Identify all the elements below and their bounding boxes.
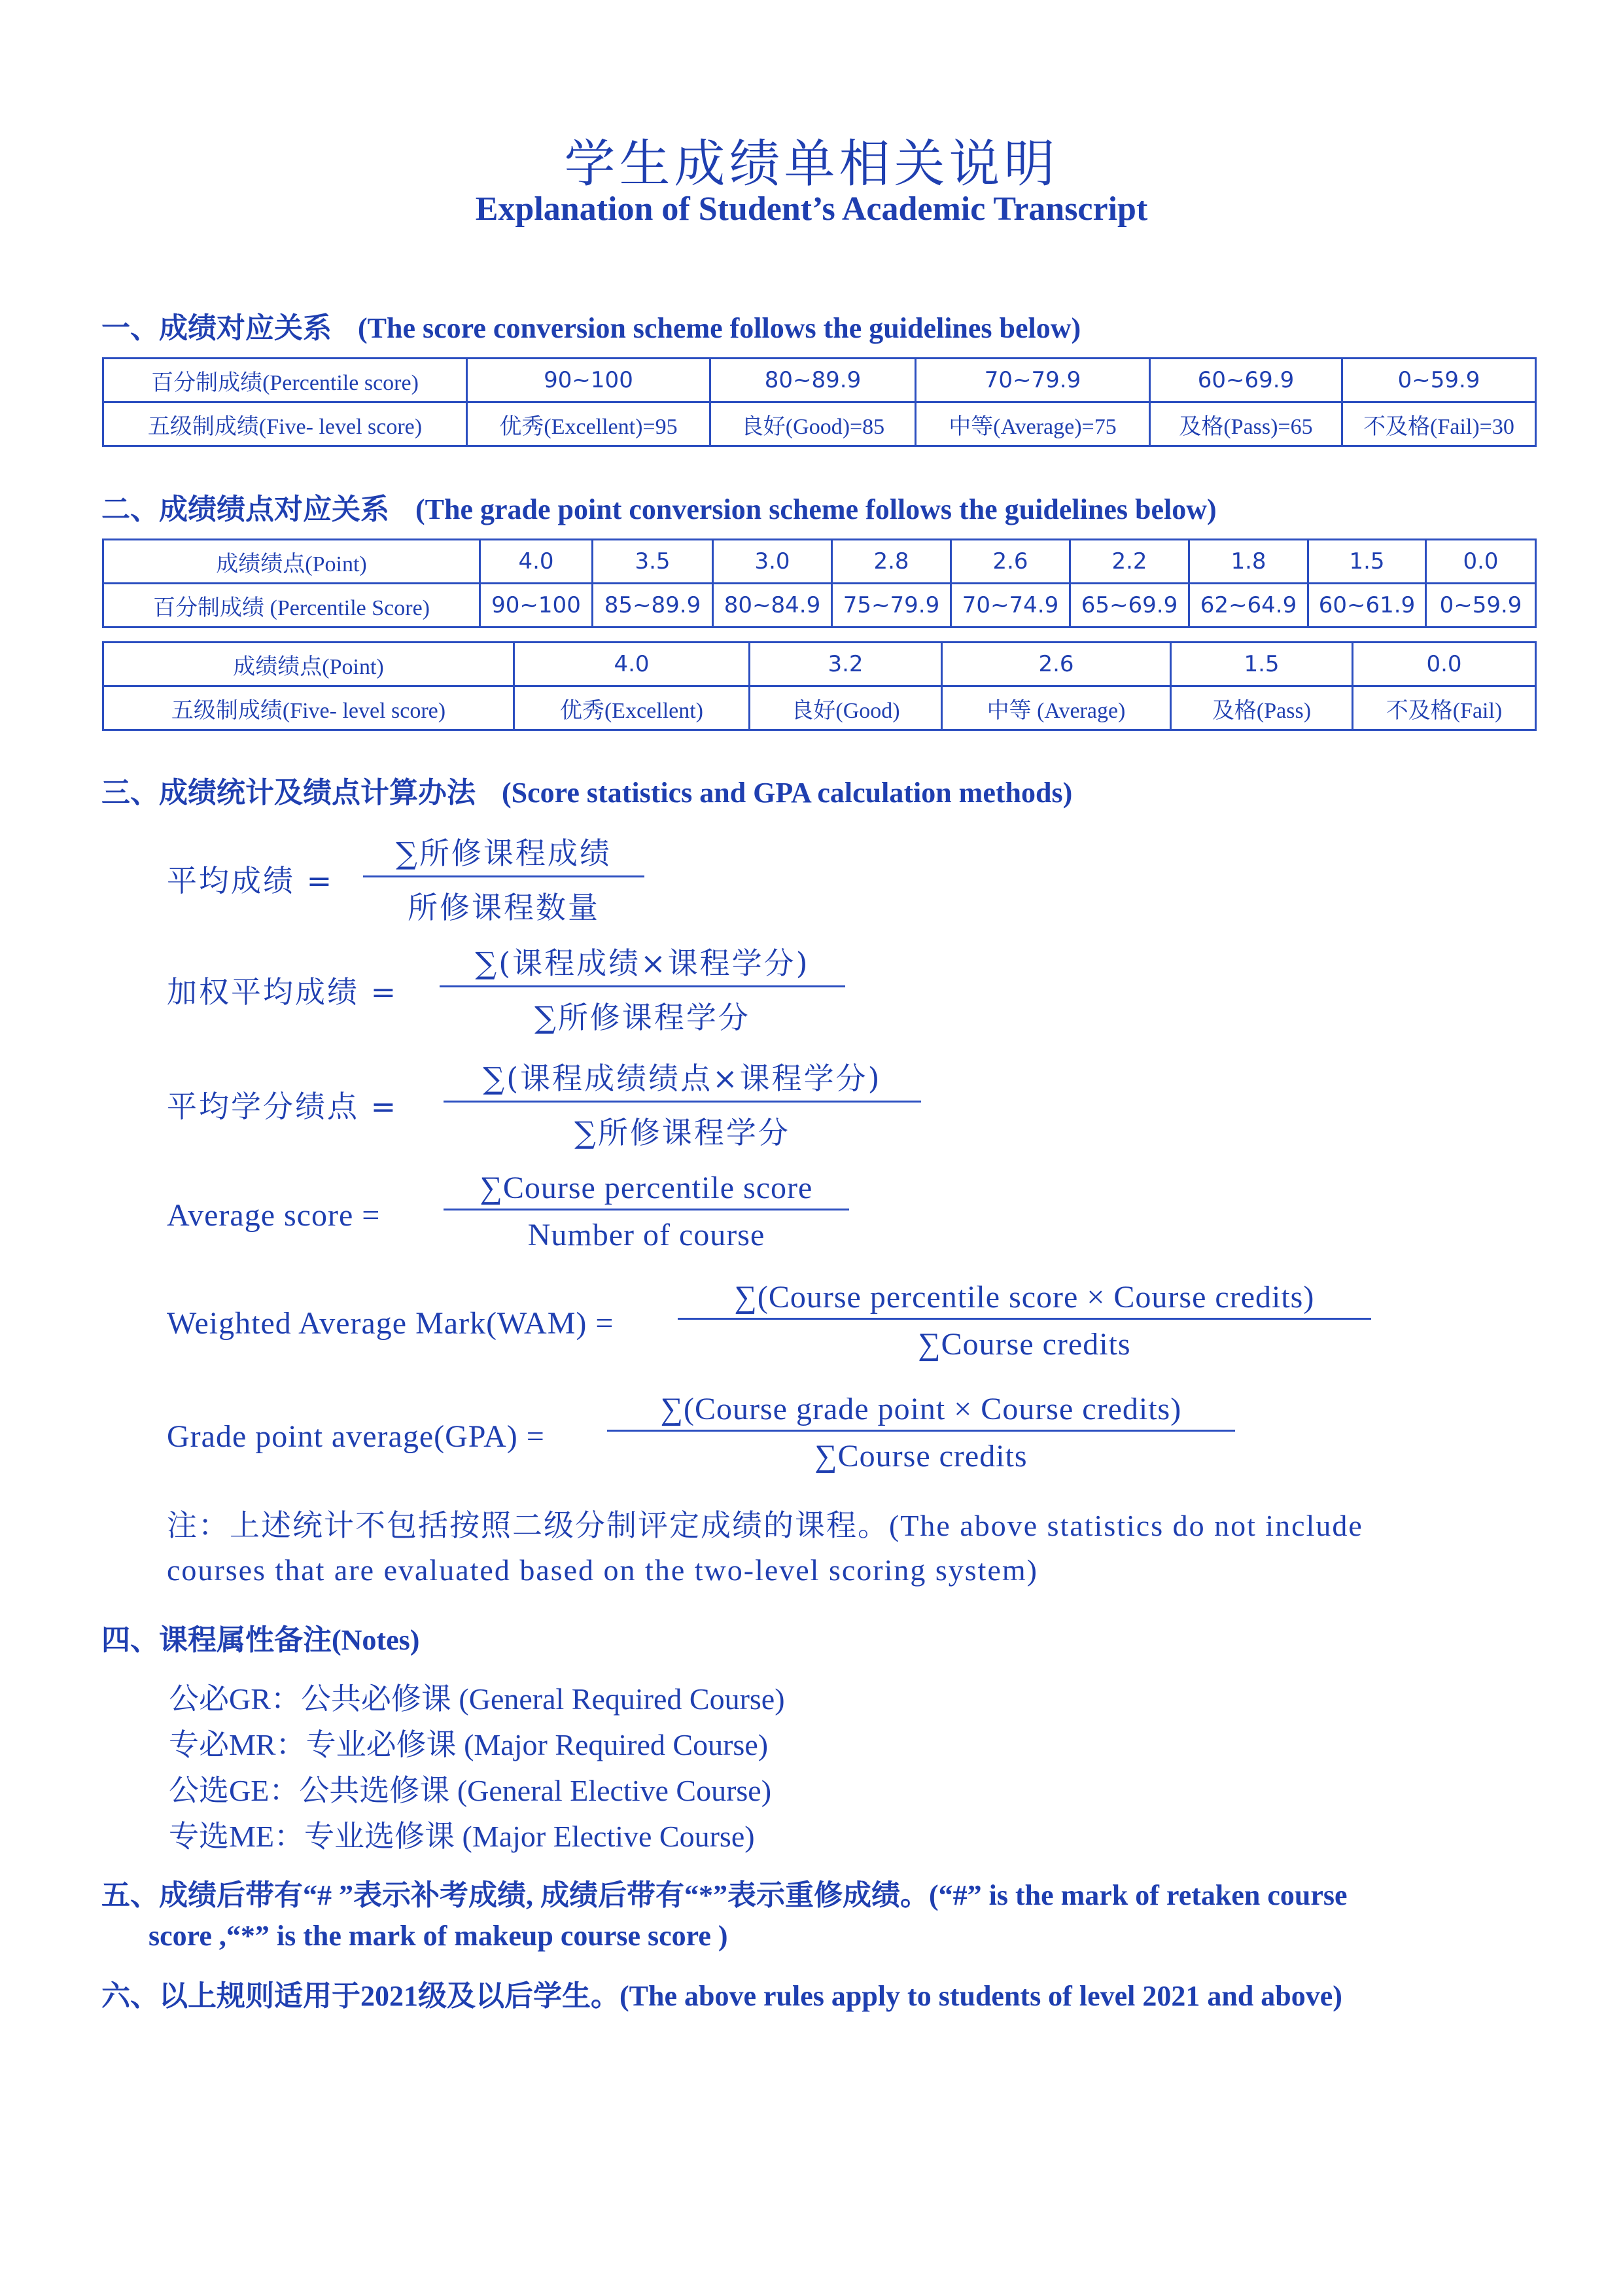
score-conversion-table: [102, 357, 1537, 447]
statistics-note-line: 注：上述统计不包括按照二级分制评定成绩的课程。(The above statistics do not include: [167, 1509, 1363, 1542]
table-cell: 75~79.9: [832, 584, 951, 627]
table-cell: 60~69.9: [1150, 359, 1342, 402]
formula-denominator: ∑Course credits: [918, 1327, 1131, 1362]
table-cell: 3.0: [713, 540, 832, 584]
formula-average-score-en-label: Average score =: [167, 1198, 381, 1233]
formula-numerator: ∑(课程成绩×课程学分): [440, 940, 845, 987]
section-6-text: 六、以上规则适用于2021级及以后学生。(The above rules apply to students of level 2021 and above): [101, 1980, 1342, 2012]
table-cell: 百分制成绩 (Percentile Score): [103, 584, 480, 627]
formula-weighted-average-cn-label: 加权平均成绩 =: [167, 974, 398, 1010]
table-cell: 百分制成绩(Percentile score): [103, 359, 467, 402]
formula-numerator: ∑所修课程成绩: [363, 830, 644, 877]
table-cell: 62~64.9: [1189, 584, 1308, 627]
formula-denominator: 所修课程数量: [408, 890, 600, 925]
formula-wam-en: [678, 1279, 1371, 1362]
table-cell: 1.5: [1308, 540, 1426, 584]
grade-point-percentile-table: [102, 539, 1537, 628]
table-cell: 良好(Good)=85: [710, 402, 916, 446]
formula-weighted-average-cn: [440, 940, 845, 1037]
table-cell: 3.2: [750, 643, 942, 686]
table-cell: 及格(Pass): [1171, 686, 1353, 730]
table-cell: 成绩绩点(Point): [103, 540, 480, 584]
section-2-heading-cn: 二、成绩绩点对应关系: [101, 493, 389, 526]
table-cell: 优秀(Excellent)=95: [467, 402, 710, 446]
formula-numerator: ∑(Course grade point × Course credits): [607, 1391, 1235, 1432]
page-subtitle: Explanation of Student’s Academic Transcript: [475, 190, 1148, 228]
section-4-heading: 四、课程属性备注(Notes): [101, 1624, 420, 1656]
section-2-heading-en: (The grade point conversion scheme follows the guidelines below): [415, 493, 1217, 525]
section-1-heading-en: (The score conversion scheme follows the guidelines below): [358, 312, 1081, 344]
table-cell: 2.6: [951, 540, 1070, 584]
table-cell: 4.0: [480, 540, 593, 584]
section-1-heading: [101, 304, 1081, 346]
table-cell: 70~74.9: [951, 584, 1070, 627]
table-cell: 不及格(Fail): [1353, 686, 1536, 730]
formula-denominator: ∑所修课程学分: [574, 1115, 790, 1150]
grade-point-five-level-table: [102, 641, 1537, 731]
table-cell: 中等 (Average): [942, 686, 1171, 730]
table-cell: 65~69.9: [1070, 584, 1189, 627]
formula-average-score-cn: [363, 830, 644, 927]
formula-average-score-en: [444, 1170, 849, 1253]
table-cell: 0.0: [1353, 643, 1536, 686]
formula-numerator: ∑(Course percentile score × Course credits): [678, 1279, 1371, 1320]
table-cell: 0~59.9: [1342, 359, 1536, 402]
formula-gpa-cn: [444, 1055, 921, 1152]
section-3-heading-en: (Score statistics and GPA calculation methods): [502, 777, 1073, 809]
formula-numerator: ∑(课程成绩绩点×课程学分): [444, 1055, 921, 1103]
section-2-heading: [101, 486, 1217, 527]
table-cell: 80~89.9: [710, 359, 916, 402]
table-cell: 1.8: [1189, 540, 1308, 584]
table-cell: 80~84.9: [713, 584, 832, 627]
table-cell: 90~100: [480, 584, 593, 627]
table-cell: 不及格(Fail)=30: [1342, 402, 1536, 446]
table-cell: 1.5: [1171, 643, 1353, 686]
table-cell: 五级制成绩(Five- level score): [103, 686, 514, 730]
table-row: [103, 359, 1536, 402]
formula-gpa-cn-label: 平均学分绩点 =: [167, 1089, 398, 1124]
course-attribute-mr: 专必MR：专业必修课 (Major Required Course): [169, 1728, 769, 1761]
table-cell: 中等(Average)=75: [916, 402, 1150, 446]
table-row: [103, 643, 1536, 686]
table-cell: 2.6: [942, 643, 1171, 686]
page-title: 学生成绩单相关说明: [564, 135, 1059, 194]
table-cell: 良好(Good): [750, 686, 942, 730]
section-1-heading-cn: 一、成绩对应关系: [101, 311, 332, 345]
table-cell: 及格(Pass)=65: [1150, 402, 1342, 446]
course-attribute-me: 专选ME：专业选修课 (Major Elective Course): [169, 1820, 755, 1853]
table-cell: 70~79.9: [916, 359, 1150, 402]
table-cell: 0.0: [1426, 540, 1536, 584]
course-attribute-ge: 公选GE：公共选修课 (General Elective Course): [169, 1774, 772, 1807]
table-row: [103, 584, 1536, 627]
formula-denominator: ∑所修课程学分: [534, 1000, 750, 1035]
formula-wam-en-label: Weighted Average Mark(WAM) =: [167, 1306, 614, 1341]
formula-average-score-cn-label: 平均成绩 =: [167, 863, 334, 898]
formula-denominator: ∑Course credits: [814, 1439, 1028, 1474]
table-row: [103, 402, 1536, 446]
formula-gpa-en: [607, 1391, 1235, 1474]
section-5-line: score ,“*” is the mark of makeup course score ): [148, 1920, 728, 1952]
formula-denominator: Number of course: [527, 1218, 765, 1252]
table-cell: 五级制成绩(Five- level score): [103, 402, 467, 446]
table-cell: 成绩绩点(Point): [103, 643, 514, 686]
section-3-heading: [101, 769, 1072, 811]
table-cell: 3.5: [593, 540, 713, 584]
formula-numerator: ∑Course percentile score: [444, 1170, 849, 1210]
section-3-heading-cn: 三、成绩统计及绩点计算办法: [101, 776, 476, 809]
formula-gpa-en-label: Grade point average(GPA) =: [167, 1419, 545, 1454]
table-row: [103, 686, 1536, 730]
table-cell: 85~89.9: [593, 584, 713, 627]
table-cell: 90~100: [467, 359, 710, 402]
statistics-note-line: courses that are evaluated based on the two-level scoring system): [167, 1553, 1038, 1587]
table-cell: 2.2: [1070, 540, 1189, 584]
table-cell: 0~59.9: [1426, 584, 1536, 627]
statistics-note: [167, 1504, 1573, 1593]
table-cell: 2.8: [832, 540, 951, 584]
course-attribute-gr: 公必GR：公共必修课 (General Required Course): [169, 1682, 785, 1716]
table-cell: 4.0: [514, 643, 750, 686]
section-5-text: [101, 1875, 1541, 1956]
table-cell: 优秀(Excellent): [514, 686, 750, 730]
table-cell: 60~61.9: [1308, 584, 1426, 627]
section-5-line: 五、成绩后带有“# ”表示补考成绩, 成绩后带有“*”表示重修成绩。(“#” is the mark of retaken course: [101, 1879, 1348, 1911]
table-row: [103, 540, 1536, 584]
